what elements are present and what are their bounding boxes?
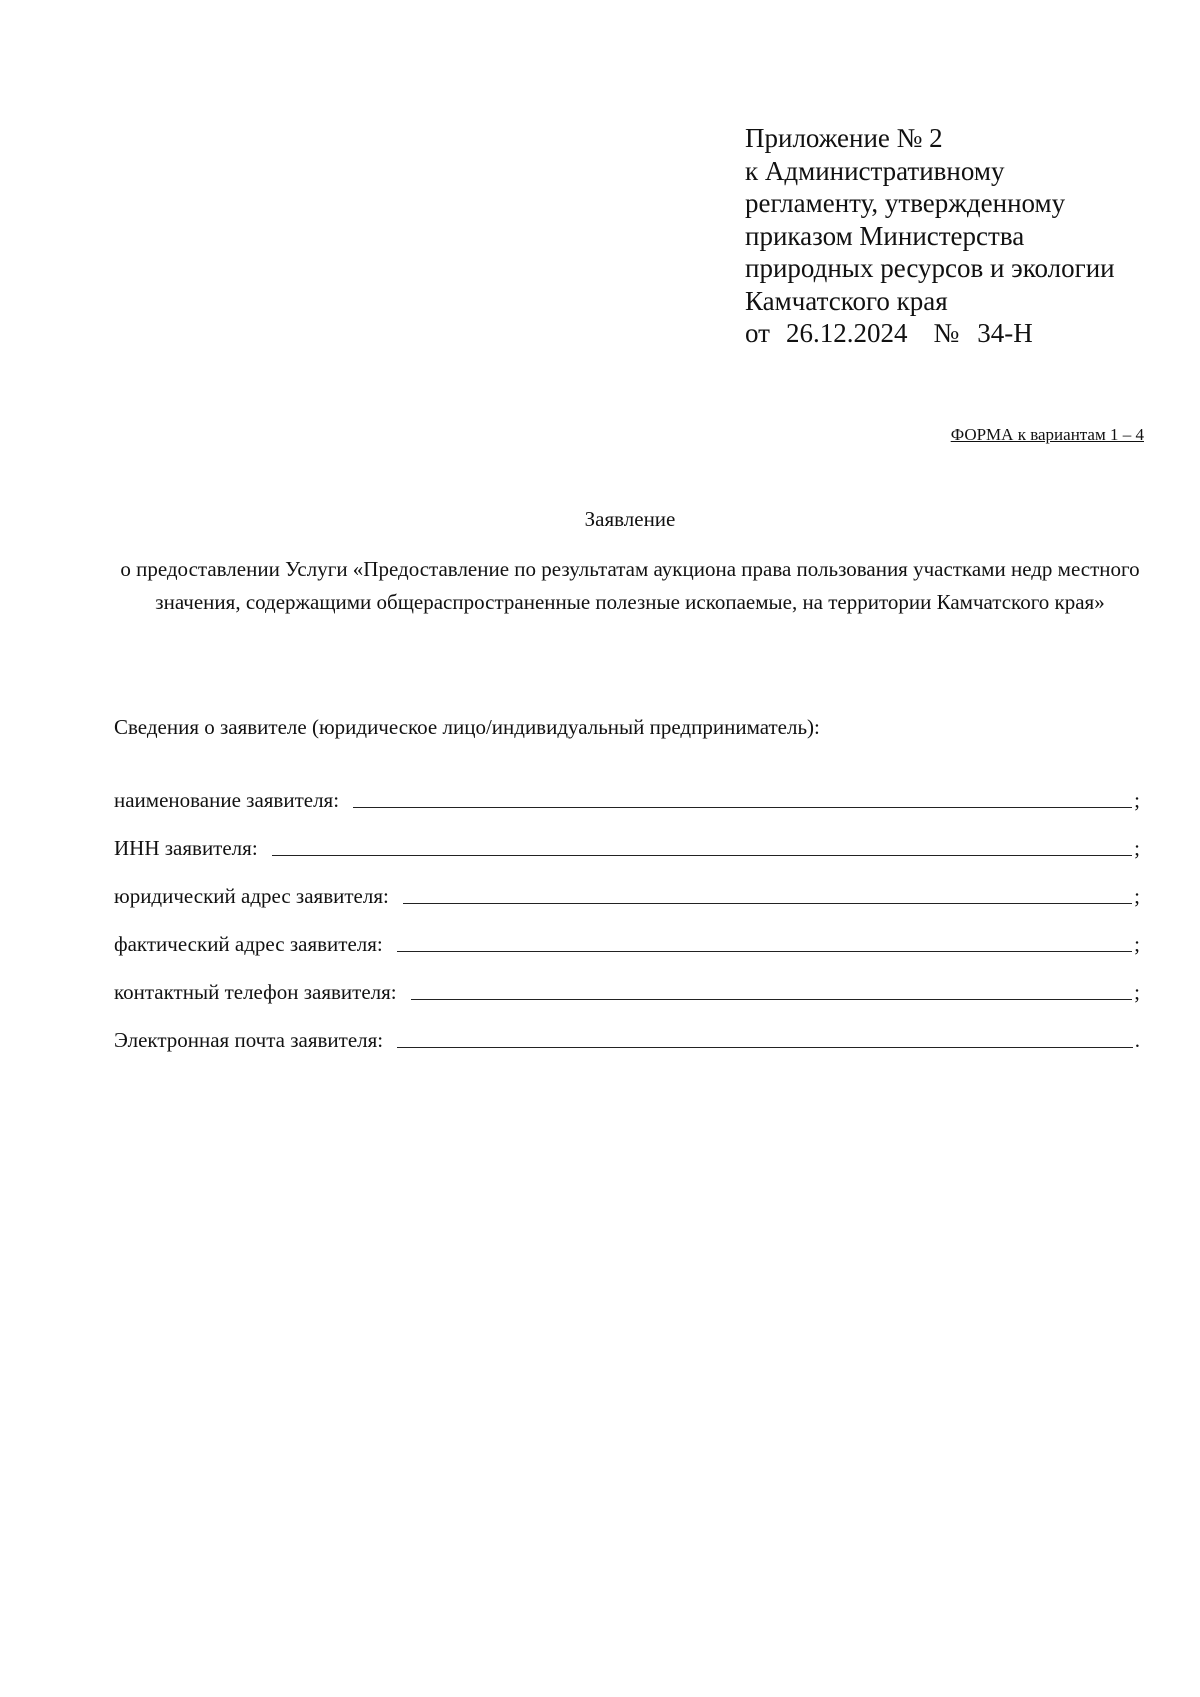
field-terminator: ; — [1134, 788, 1140, 812]
appendix-block — [745, 122, 1165, 350]
appendix-line: регламенту, утвержденному — [745, 188, 1066, 218]
order-reference — [745, 317, 1165, 350]
legal-address-field[interactable] — [403, 879, 1132, 904]
field-terminator: ; — [1134, 836, 1140, 860]
field-label: фактический адрес заявителя: — [114, 932, 383, 956]
legal-address-row — [114, 861, 1140, 909]
contact-phone-row — [114, 957, 1140, 1005]
email-row — [114, 1005, 1140, 1053]
actual-address-row — [114, 909, 1140, 957]
field-label: ИНН заявителя: — [114, 836, 258, 860]
order-date: 26.12.2024 — [785, 318, 908, 348]
field-label: юридический адрес заявителя: — [114, 884, 389, 908]
field-terminator: ; — [1134, 932, 1140, 956]
email-field[interactable] — [397, 1023, 1133, 1048]
appendix-line: к Административному — [745, 155, 1005, 186]
document-title: Заявление — [584, 507, 676, 531]
applicant-fields — [114, 765, 1140, 1053]
appendix-line: приказом Министерства — [745, 220, 1025, 251]
order-prefix: от — [745, 318, 770, 348]
applicant-name-row — [114, 765, 1140, 813]
field-terminator: ; — [1134, 980, 1140, 1004]
applicant-inn-row — [114, 813, 1140, 861]
form-variant-note: ФОРМА к вариантам 1 – 4 — [950, 425, 1144, 444]
field-label: Электронная почта заявителя: — [114, 1028, 384, 1052]
field-terminator: . — [1134, 1028, 1140, 1052]
appendix-line: Приложение № 2 — [745, 123, 943, 153]
applicant-name-field[interactable] — [353, 783, 1132, 808]
order-number-sign: № — [933, 318, 960, 348]
order-number: 34-Н — [977, 318, 1033, 348]
appendix-line: природных ресурсов и экологии — [745, 253, 1115, 283]
actual-address-field[interactable] — [397, 927, 1132, 952]
field-label: наименование заявителя: — [114, 788, 340, 812]
field-terminator: ; — [1134, 884, 1140, 908]
contact-phone-field[interactable] — [411, 975, 1133, 1000]
document-subtitle: о предоставлении Услуги «Предоставление по результатам аукциона права пользования участками недр местного значения, содержащими общераспространенные полезные ископаемые, на территории Камчатского края» — [120, 557, 1140, 614]
applicant-info-heading: Сведения о заявителе (юридическое лицо/индивидуальный предприниматель): — [114, 715, 820, 739]
applicant-inn-field[interactable] — [272, 831, 1133, 856]
appendix-line: Камчатского края — [745, 285, 948, 316]
field-label: контактный телефон заявителя: — [114, 980, 397, 1004]
